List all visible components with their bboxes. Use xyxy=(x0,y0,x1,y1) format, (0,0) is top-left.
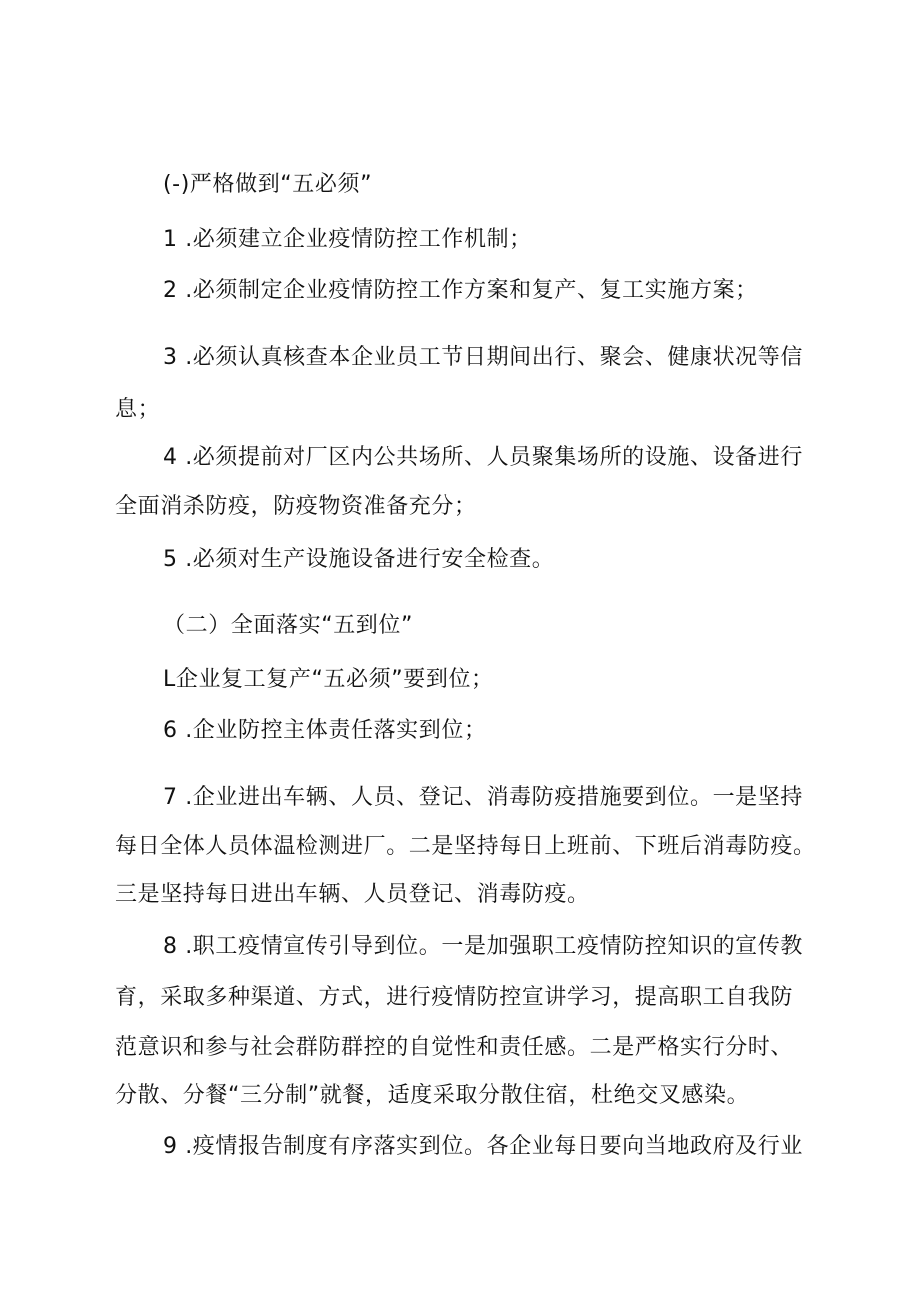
paragraph-line: 7 .企业进出车辆、人员、登记、消毒防疫措施要到位。一是坚持 xyxy=(163,785,803,810)
paragraph-line: 分散、分餐“三分制”就餐，适度采取分散住宿，杜绝交叉感染。 xyxy=(115,1083,750,1108)
paragraph-line: 2 .必须制定企业疫情防控工作方案和复产、复工实施方案； xyxy=(163,278,758,303)
paragraph-line: 3 .必须认真核查本企业员工节日期间出行、聚会、健康状况等信 xyxy=(163,345,803,370)
paragraph-line: 范意识和参与社会群防群控的自觉性和责任感。二是严格实行分时、 xyxy=(115,1035,794,1060)
paragraph-line: 1 .必须建立企业疫情防控工作机制； xyxy=(163,227,532,252)
paragraph-line: 6 .企业防控主体责任落实到位； xyxy=(163,718,487,743)
paragraph-line: 育，采取多种渠道、方式，进行疫情防控宣讲学习，提高职工自我防 xyxy=(115,985,794,1010)
paragraph-line: 三是坚持每日进出车辆、人员登记、消毒防疫。 xyxy=(115,882,590,907)
paragraph-line: 4 .必须提前对厂区内公共场所、人员聚集场所的设施、设备进行 xyxy=(163,445,803,470)
paragraph-line: 每日全体人员体温检测进厂。二是坚持每日上班前、下班后消毒防疫。 xyxy=(115,834,816,859)
section-heading-2: （二）全面落实“五到位” xyxy=(163,613,413,638)
paragraph-line: 5 .必须对生产设施设备进行安全检查。 xyxy=(163,547,555,572)
paragraph-line: L企业复工复产“五必须”要到位； xyxy=(163,667,494,692)
paragraph-line: 全面消杀防疫，防疫物资准备充分； xyxy=(115,494,477,519)
paragraph-line: 息； xyxy=(115,397,161,422)
paragraph-line: 8 .职工疫情宣传引导到位。一是加强职工疫情防控知识的宣传教 xyxy=(163,934,803,959)
section-heading-1: (-)严格做到“五必须” xyxy=(163,172,373,197)
paragraph-line: 9 .疫情报告制度有序落实到位。各企业每日要向当地政府及行业 xyxy=(163,1134,803,1159)
